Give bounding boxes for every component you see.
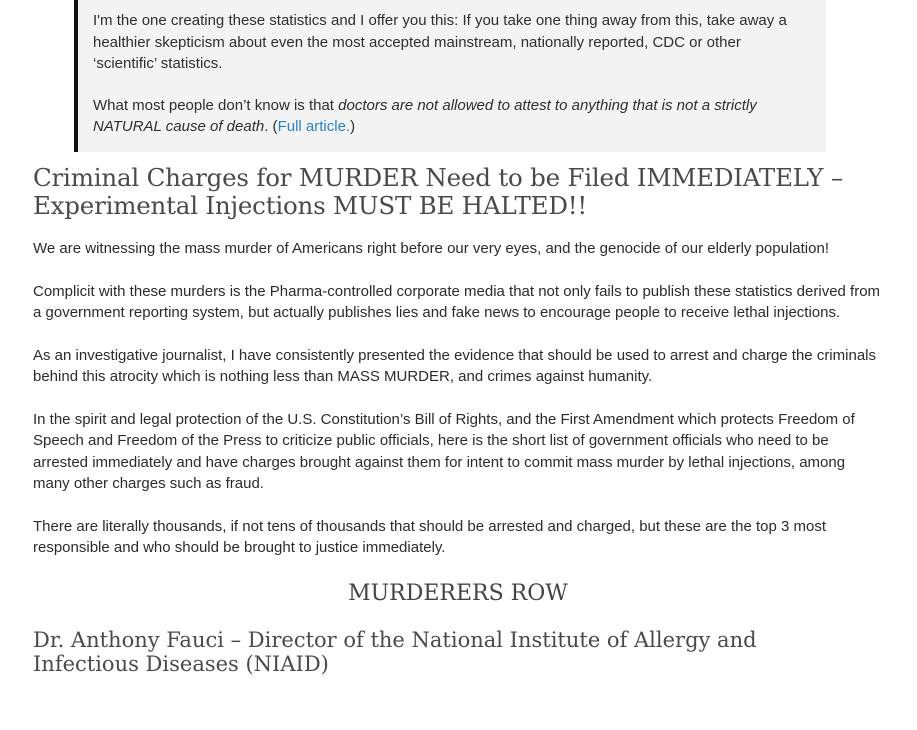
article-paragraph: There are literally thousands, if not tens of thousands that should be arrested and charged, but these are the top 3 most responsible and who should be brought to justice immediately.	[33, 517, 826, 556]
quote-tail-text: . (	[264, 118, 278, 135]
section-heading: MURDERERS ROW	[348, 580, 568, 606]
article-paragraph: Complicit with these murders is the Pharma-controlled corporate media that not only fails to publish these statistics derived from a government reporting system, but actually publishes lies and fake news to encourage people to receive lethal injections.	[33, 282, 881, 321]
quote-paragraph	[93, 95, 806, 138]
quote-lead-text: What most people don’t know is that	[93, 96, 339, 114]
blockquote	[74, 0, 826, 152]
article-content	[33, 164, 883, 676]
full-article-link[interactable]: Full article.	[277, 118, 351, 135]
article-body	[33, 238, 883, 559]
person-heading: Dr. Anthony Fauci – Director of the National Institute of Allergy and Infectious Diseases (NIAID)	[33, 627, 757, 676]
quote-italic-text: doctors are not allowed to attest to anything that is not a strictly NATURAL cause of death	[93, 96, 757, 135]
article-paragraph: In the spirit and legal protection of the U.S. Constitution’s Bill of Rights, and the First Amendment which protects Freedom of Speech and Freedom of the Press to criticize public officials, here is the short list of government officials who need to be arrested immediately and have charges brought against them for intent to commit mass murder by lethal injections, among many other charges such as fraud.	[33, 410, 855, 492]
quote-close-text: )	[350, 118, 356, 135]
quote-paragraph: I'm the one creating these statistics and I offer you this: If you take one thing away from this, take away a healthier skepticism about even the most accepted mainstream, nationally reported, CDC or other ‘scientific’ statistics.	[93, 12, 787, 72]
article-headline: Criminal Charges for MURDER Need to be Filed IMMEDIATELY – Experimental Injections MUST BE HALTED!!	[33, 163, 843, 220]
article-paragraph: As an investigative journalist, I have consistently presented the evidence that should be used to arrest and charge the criminals behind this atrocity which is nothing less than MASS MURDER, and crimes against humanity.	[33, 346, 876, 385]
article-paragraph: We are witnessing the mass murder of Americans right before our very eyes, and the genocide of our elderly population!	[33, 240, 829, 257]
